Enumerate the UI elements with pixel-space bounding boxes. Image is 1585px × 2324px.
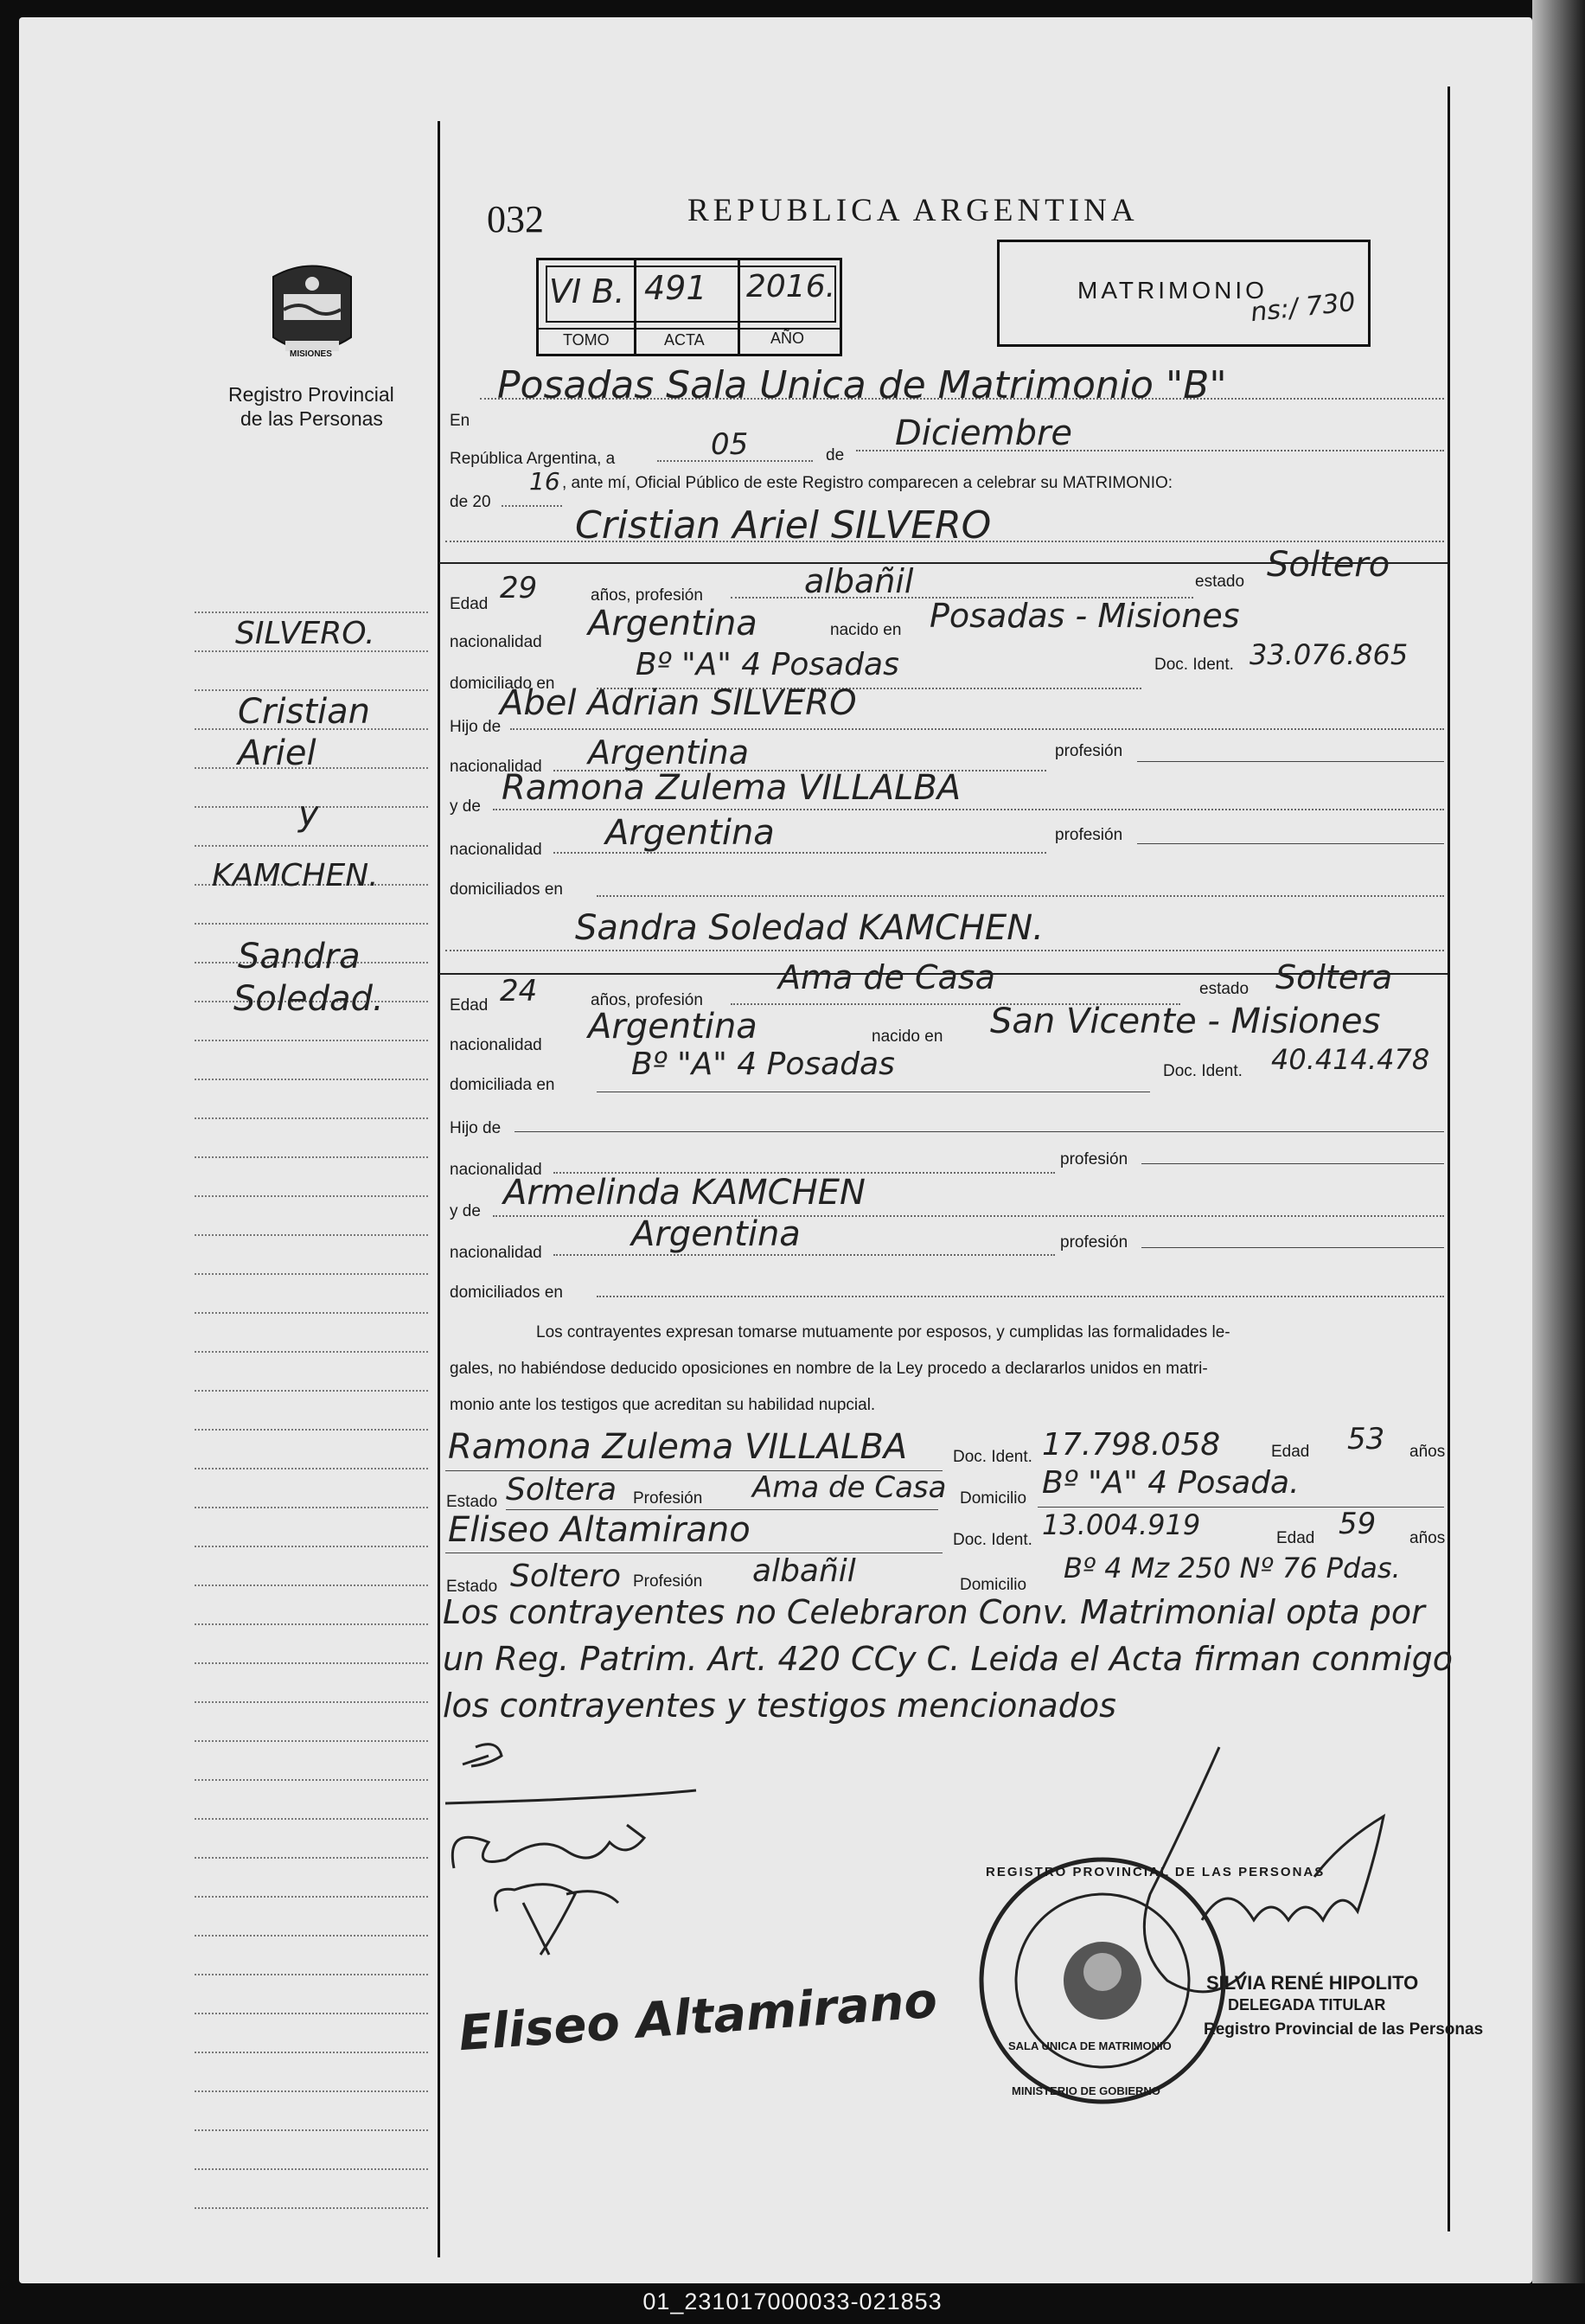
bride-nacido-label: nacido en xyxy=(872,1028,943,1046)
handwritten-note-1: Los contrayentes no Celebraron Conv. Matrimonial opta por xyxy=(443,1593,1425,1631)
witness2-edad: 59 xyxy=(1339,1507,1377,1541)
groom-edad: 29 xyxy=(500,571,538,605)
act-type-box xyxy=(997,240,1371,347)
witness2-domicilio-label: Domicilio xyxy=(960,1576,1027,1594)
act-number: 032 xyxy=(487,198,544,240)
witness2-signature: Eliseo Altamirano xyxy=(457,1972,939,2063)
bride-nacionalidad: Argentina xyxy=(588,1007,757,1047)
bride-name: Sandra Soledad KAMCHEN. xyxy=(575,908,1044,948)
bride-profesion: Ama de Casa xyxy=(778,958,995,996)
groom-mother: Ramona Zulema VILLALBA xyxy=(502,768,962,808)
bride-hijo-label: Hijo de xyxy=(450,1119,502,1137)
groom-nacido: Posadas - Misiones xyxy=(930,597,1240,635)
declaration-line2: gales, no habiéndose deducido oposiciones en nombre de la Ley procedo a declararlos unidos en matri- xyxy=(450,1360,1208,1378)
handwritten-note-2: un Reg. Patrim. Art. 420 CCy C. Leida el Acta firman conmigo xyxy=(443,1640,1453,1678)
margin-note-surname2: KAMCHEN. xyxy=(212,858,379,893)
witness2-profesion-label: Profesión xyxy=(633,1572,703,1591)
witness1-domicilio-label: Domicilio xyxy=(960,1489,1027,1508)
act-type-note: ns:/ 730 xyxy=(1249,286,1358,329)
groom-domiciliados-label: domiciliados en xyxy=(450,880,563,899)
witness1-domicilio: Bº "A" 4 Posada. xyxy=(1042,1465,1300,1501)
anio-value: 2016. xyxy=(746,269,836,304)
tomo-label: TOMO xyxy=(563,331,610,349)
tomo-acta-anio-table xyxy=(536,258,842,356)
groom-estado-label: estado xyxy=(1195,573,1245,591)
bride-yde-label: y de xyxy=(450,1202,481,1220)
country-title: REPUBLICA ARGENTINA xyxy=(687,193,1139,228)
declaration-line3: monio ante los testigos que acreditan su habilidad nupcial. xyxy=(450,1396,876,1414)
groom-nacionalidad-label: nacionalidad xyxy=(450,633,542,651)
groom-edad-label: Edad xyxy=(450,595,489,613)
witness1-name: Ramona Zulema VILLALBA xyxy=(448,1427,908,1467)
bride-mother-nac: Argentina xyxy=(631,1214,801,1254)
witness1-doc: 17.798.058 xyxy=(1042,1427,1221,1463)
margin-note-and: y xyxy=(298,794,319,834)
groom-father-nac: Argentina xyxy=(588,733,750,771)
witness1-estado: Soltera xyxy=(506,1472,617,1508)
stamp-ring-text: REGISTRO PROVINCIAL DE LAS PERSONAS xyxy=(986,1865,1326,1879)
de-label: de xyxy=(826,446,845,464)
seal-label: MISIONES xyxy=(290,349,332,359)
groom-name: Cristian Ariel SILVERO xyxy=(575,503,992,547)
bride-domicilio: Bº "A" 4 Posadas xyxy=(631,1047,895,1082)
year-value: 16 xyxy=(529,467,560,496)
official-title: DELEGADA TITULAR xyxy=(1228,1996,1386,2013)
official-office: Registro Provincial de las Personas xyxy=(1204,2020,1484,2039)
groom-estado: Soltero xyxy=(1267,545,1390,585)
month-value: Diciembre xyxy=(895,413,1073,453)
groom-doc-label: Doc. Ident. xyxy=(1154,656,1234,674)
bride-nacionalidad-label: nacionalidad xyxy=(450,1036,542,1054)
witness1-profesion-label: Profesión xyxy=(633,1489,703,1508)
bride-father-nac-label: nacionalidad xyxy=(450,1161,542,1179)
en-label: En xyxy=(450,412,470,430)
handwritten-note-3: los contrayentes y testigos mencionados xyxy=(443,1687,1116,1725)
margin-note-surname: SILVERO. xyxy=(235,616,375,651)
de20-label: de 20 xyxy=(450,493,491,511)
registry-name-line2: de las Personas xyxy=(240,407,383,430)
act-type-label: MATRIMONIO xyxy=(1077,277,1268,304)
witness2-edad-label: Edad xyxy=(1276,1529,1315,1547)
acta-label: ACTA xyxy=(664,331,705,349)
bride-mother-nac-label: nacionalidad xyxy=(450,1244,542,1262)
place-value: Posadas Sala Unica de Matrimonio "B" xyxy=(497,363,1227,407)
stamp-inner-text: SALA UNICA DE MATRIMONIO xyxy=(1008,2039,1172,2052)
groom-father-nac-label: nacionalidad xyxy=(450,758,542,776)
bride-edad: 24 xyxy=(500,974,538,1008)
groom-mother-nac-label: nacionalidad xyxy=(450,841,542,859)
witness2-name: Eliseo Altamirano xyxy=(448,1510,751,1550)
witness2-doc-label: Doc. Ident. xyxy=(953,1531,1032,1549)
bride-domiciliada-label: domiciliada en xyxy=(450,1076,555,1094)
witness1-doc-label: Doc. Ident. xyxy=(953,1448,1032,1466)
witness2-domicilio: Bº 4 Mz 250 Nº 76 Pdas. xyxy=(1064,1552,1401,1585)
margin-note-name4: Soledad. xyxy=(233,979,384,1019)
witness2-profesion: albañil xyxy=(752,1553,856,1589)
image-footer-id: 01_231017000033-021853 xyxy=(642,2289,943,2314)
margin-note-name1: Cristian xyxy=(238,692,370,732)
groom-hijo-label: Hijo de xyxy=(450,718,502,736)
acta-value: 491 xyxy=(644,269,707,307)
bride-father-prof-label: profesión xyxy=(1060,1150,1128,1168)
bride-estado: Soltera xyxy=(1275,958,1393,996)
groom-yde-label: y de xyxy=(450,797,481,816)
bride-domiciliados-label: domiciliados en xyxy=(450,1284,563,1302)
statement-text: , ante mí, Oficial Público de este Registro comparecen a celebrar su MATRIMONIO: xyxy=(562,474,1173,492)
groom-mother-prof-label: profesión xyxy=(1055,826,1123,844)
right-frame-line xyxy=(1448,86,1450,2231)
witness1-estado-label: Estado xyxy=(446,1493,498,1511)
margin-note-name2: Ariel xyxy=(238,733,316,773)
witness1-edad: 53 xyxy=(1347,1422,1385,1457)
groom-domiciliado-label: domiciliado en xyxy=(450,675,555,693)
witness1-edad-label: Edad xyxy=(1271,1443,1310,1461)
margin-note-name3: Sandra xyxy=(238,937,361,976)
groom-profesion: albañil xyxy=(804,562,914,600)
groom-anos-label: años, profesión xyxy=(591,586,703,605)
declaration-line1: Los contrayentes expresan tomarse mutuamente por esposos, y cumplidas las formalidades le- xyxy=(536,1323,1230,1341)
groom-nacido-label: nacido en xyxy=(830,621,902,639)
bride-edad-label: Edad xyxy=(450,996,489,1015)
groom-mother-nac: Argentina xyxy=(605,813,775,853)
tomo-value: VI B. xyxy=(549,272,625,311)
bride-nacido: San Vicente - Misiones xyxy=(990,1002,1381,1041)
anio-label: AÑO xyxy=(770,330,805,347)
bride-mother-prof-label: profesión xyxy=(1060,1233,1128,1252)
book-spine xyxy=(1532,0,1585,2283)
groom-father-prof-label: profesión xyxy=(1055,742,1123,760)
groom-domicilio: Bº "A" 4 Posadas xyxy=(636,647,899,682)
witness1-anos-label: años xyxy=(1409,1443,1446,1461)
bride-doc: 40.414.478 xyxy=(1271,1043,1430,1076)
republica-label: República Argentina, a xyxy=(450,450,616,468)
witness2-doc: 13.004.919 xyxy=(1042,1508,1201,1541)
official-name: SILVIA RENÉ HIPOLITO xyxy=(1206,1972,1419,1994)
bride-anos-label: años, profesión xyxy=(591,991,703,1009)
bride-doc-label: Doc. Ident. xyxy=(1163,1062,1243,1080)
witness1-profesion: Ama de Casa xyxy=(752,1470,947,1505)
witness2-estado-label: Estado xyxy=(446,1578,498,1596)
official-signature xyxy=(1115,1721,1392,2007)
groom-doc: 33.076.865 xyxy=(1249,638,1409,671)
day-value: 05 xyxy=(711,427,749,462)
stamp-bottom-text: MINISTERIO DE GOBIERNO xyxy=(1012,2084,1160,2097)
groom-father: Abel Adrian SILVERO xyxy=(500,683,857,723)
groom-nacionalidad: Argentina xyxy=(588,604,757,643)
witness2-anos-label: años xyxy=(1409,1529,1446,1547)
witness2-estado: Soltero xyxy=(510,1559,621,1594)
registry-name-line1: Registro Provincial xyxy=(228,383,394,406)
bride-estado-label: estado xyxy=(1199,980,1249,998)
bride-mother: Armelinda KAMCHEN xyxy=(503,1173,866,1213)
